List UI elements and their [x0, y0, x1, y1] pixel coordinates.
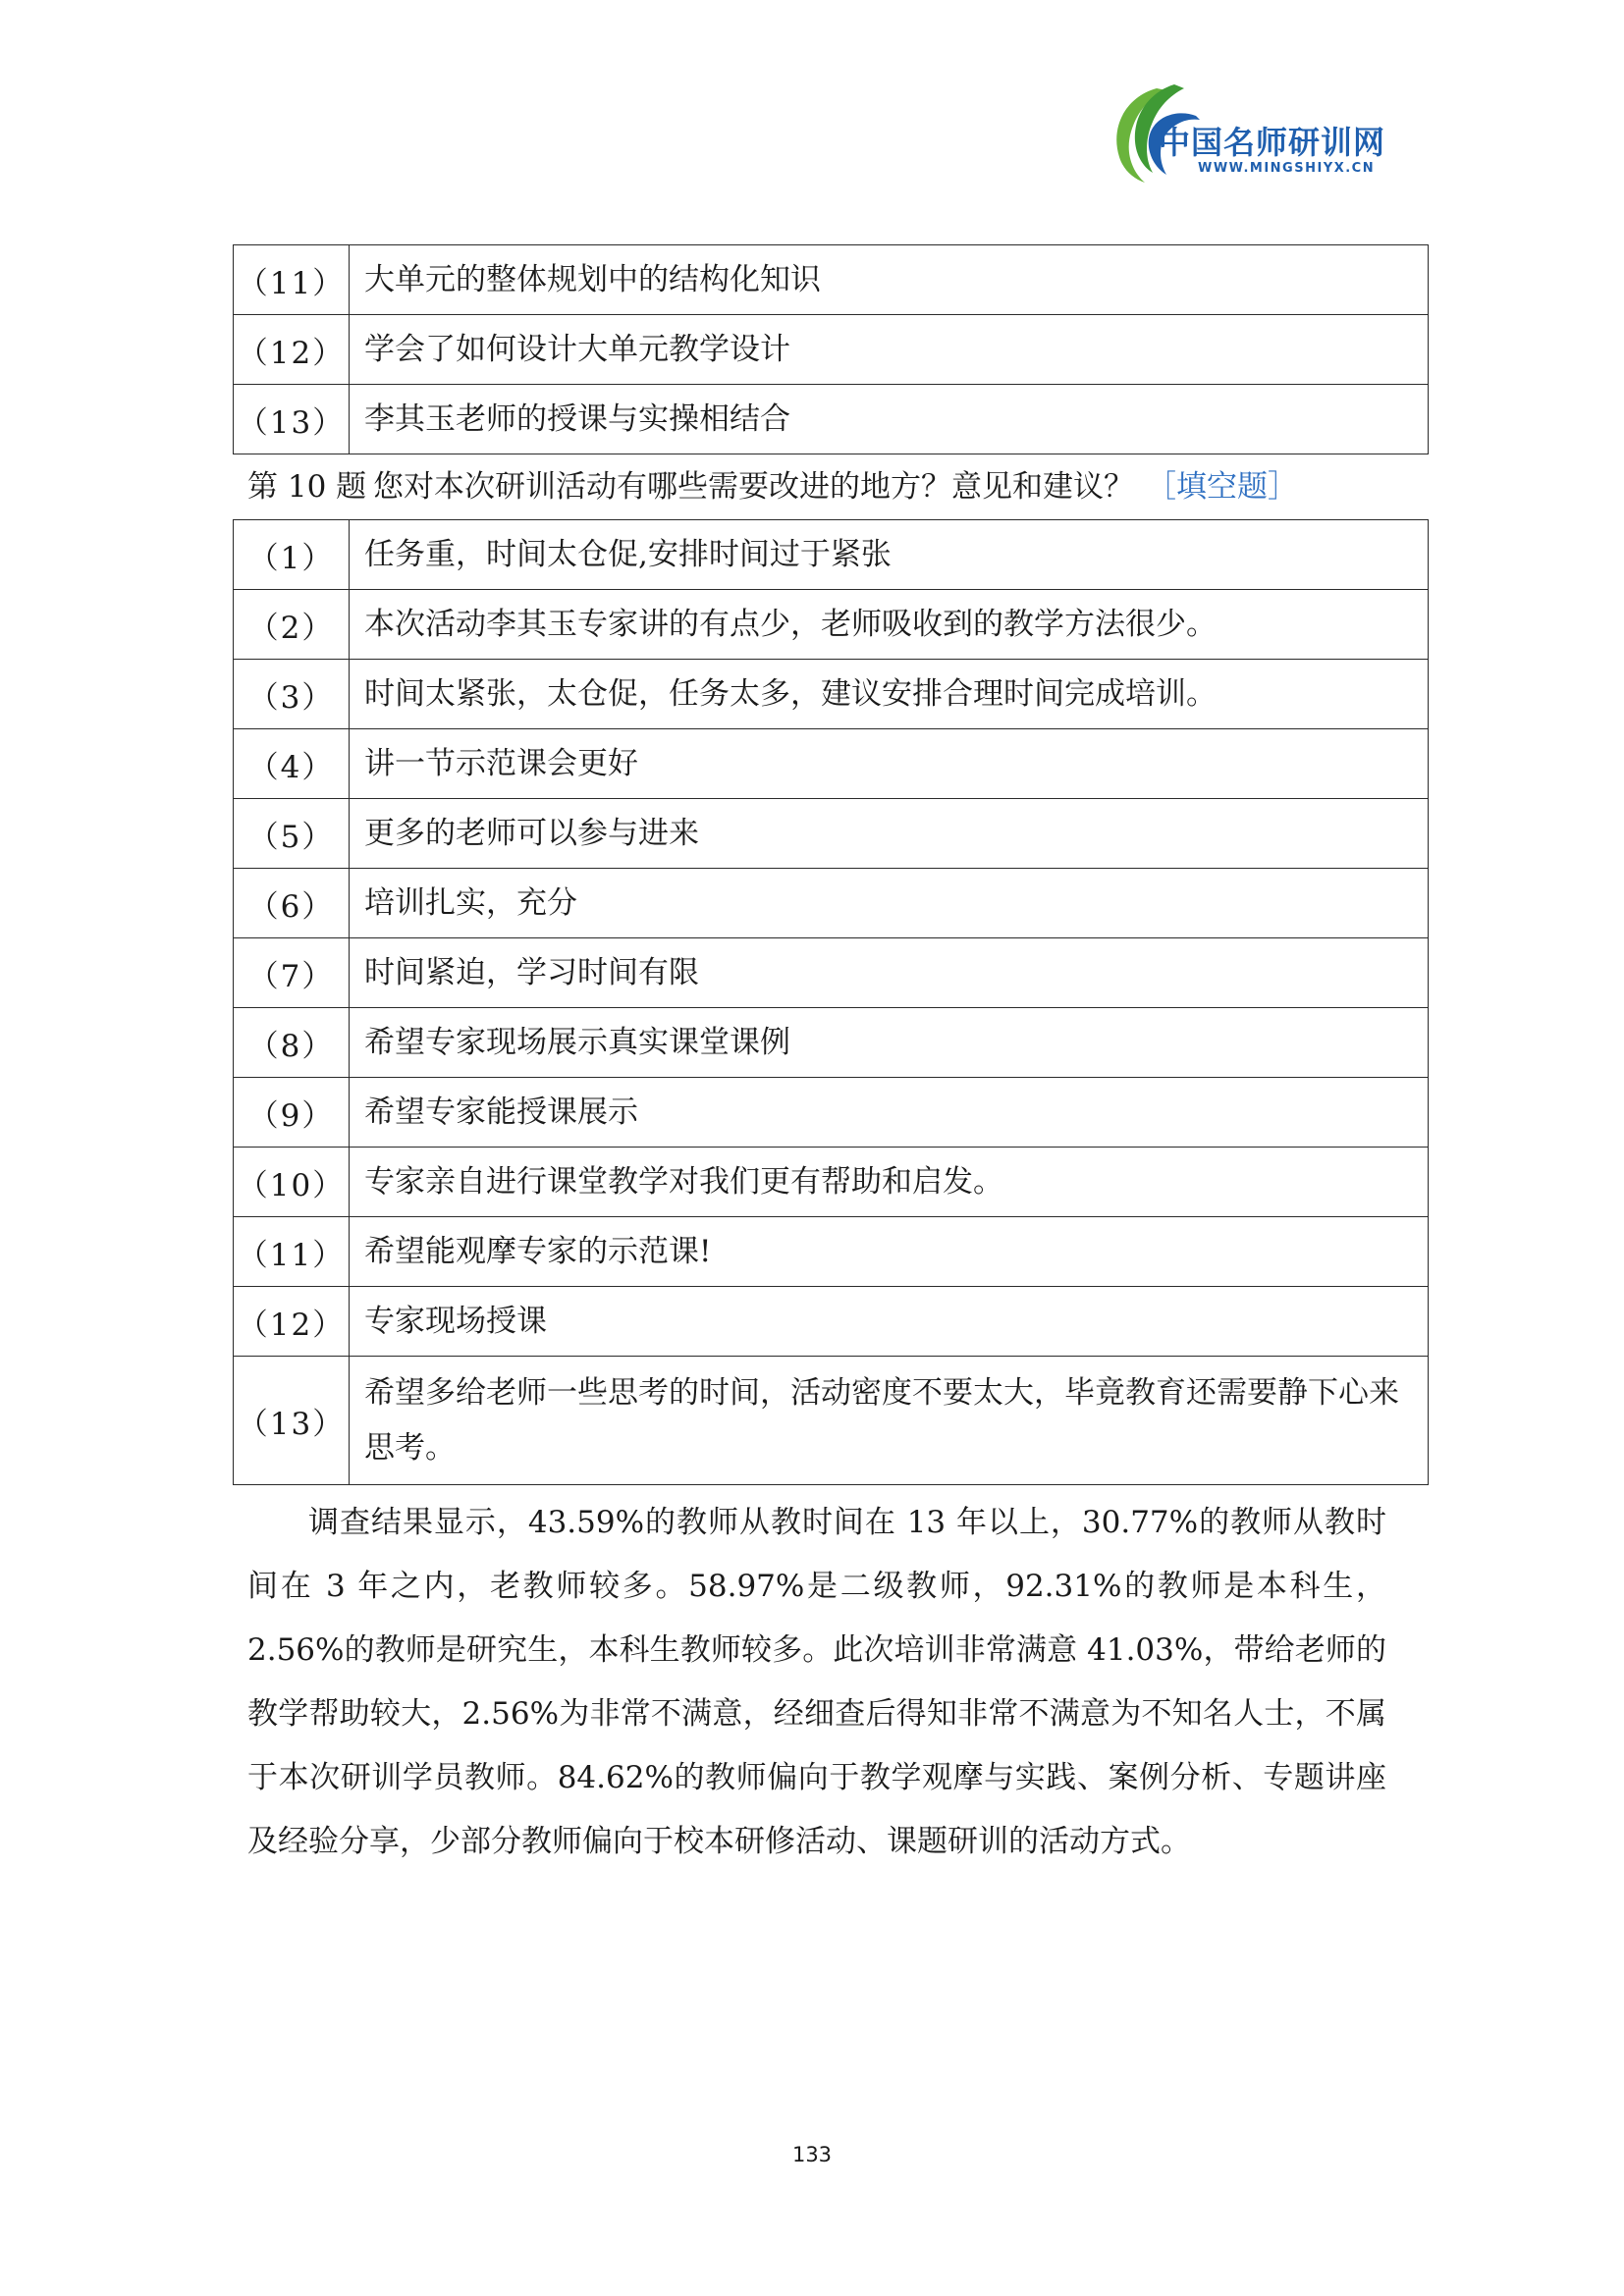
row-text: 李其玉老师的授课与实操相结合 [350, 385, 1429, 454]
table-row [234, 729, 1429, 799]
table-row [234, 520, 1429, 590]
logo-name: 中国名师研训网 [1159, 124, 1386, 161]
row-text: 专家亲自进行课堂教学对我们更有帮助和启发。 [350, 1148, 1429, 1217]
row-text: 大单元的整体规划中的结构化知识 [350, 245, 1429, 315]
table-row [234, 1078, 1429, 1148]
table-row [234, 590, 1429, 660]
table-row [234, 1148, 1429, 1217]
question-heading [247, 461, 1426, 506]
row-text: 时间紧迫，学习时间有限 [350, 938, 1429, 1008]
row-number: （4） [234, 729, 350, 799]
row-text: 希望多给老师一些思考的时间，活动密度不要太大，毕竟教育还需要静下心来思考。 [350, 1357, 1429, 1485]
row-number: （11） [234, 1217, 350, 1287]
row-text: 专家现场授课 [350, 1287, 1429, 1357]
question-text: 您对本次研训活动有哪些需要改进的地方？意见和建议？ [373, 469, 1134, 505]
row-number: （12） [234, 315, 350, 385]
row-text: 希望专家现场展示真实课堂课例 [350, 1008, 1429, 1078]
row-number: （6） [234, 869, 350, 938]
row-number: （8） [234, 1008, 350, 1078]
row-number: （1） [234, 520, 350, 590]
row-number: （12） [234, 1287, 350, 1357]
question-type: ［填空题］ [1146, 469, 1298, 505]
row-text: 培训扎实，充分 [350, 869, 1429, 938]
question-number: 第 10 题 [247, 469, 367, 505]
row-number: （7） [234, 938, 350, 1008]
answers-table [233, 519, 1429, 1485]
table-row [234, 245, 1429, 315]
page-number: 133 [791, 2143, 833, 2166]
row-number: （5） [234, 799, 350, 869]
row-number: （13） [234, 1357, 350, 1485]
table-row [234, 1287, 1429, 1357]
row-number: （11） [234, 245, 350, 315]
table-row [234, 938, 1429, 1008]
row-number: （13） [234, 385, 350, 454]
row-text: 希望能观摩专家的示范课! [350, 1217, 1429, 1287]
row-text: 任务重，时间太仓促,安排时间过于紧张 [350, 520, 1429, 590]
table-row [234, 1217, 1429, 1287]
site-logo [1098, 77, 1412, 194]
continued-table [233, 244, 1429, 454]
row-text: 时间太紧张，太仓促，任务太多，建议安排合理时间完成培训。 [350, 660, 1429, 729]
summary-paragraph: 调查结果显示，43.59%的教师从教时间在 13 年以上，30.77%的教师从教时间在 3 年之内，老教师较多。58.97%是二级教师，92.31%的教师是本科生，2.56%的教师是研究生，本科生教师较多。此次培训非常满意 41.03%，带给老师的教学帮助较大，2.56%为非常不满意，经细查后得知非常不满意为不知名人士，不属于本次研训学员教师。84.62%的教师偏向于教学观摩与实践、案例分析、专题讲座及经验分享，少部分教师偏向于校本研修活动、课题研训的活动方式。 [247, 1505, 1386, 1859]
row-text: 更多的老师可以参与进来 [350, 799, 1429, 869]
row-number: （2） [234, 590, 350, 660]
table-row [234, 799, 1429, 869]
row-text: 希望专家能授课展示 [350, 1078, 1429, 1148]
row-number: （9） [234, 1078, 350, 1148]
table-row [234, 1008, 1429, 1078]
table-row [234, 660, 1429, 729]
row-number: （3） [234, 660, 350, 729]
table-row [234, 869, 1429, 938]
row-text: 讲一节示范课会更好 [350, 729, 1429, 799]
table-row [234, 385, 1429, 454]
logo-url: WWW.MINGSHIYX.CN [1198, 161, 1376, 176]
row-text: 学会了如何设计大单元教学设计 [350, 315, 1429, 385]
table-row [234, 1357, 1429, 1485]
row-text: 本次活动李其玉专家讲的有点少，老师吸收到的教学方法很少。 [350, 590, 1429, 660]
table-row [234, 315, 1429, 385]
row-number: （10） [234, 1148, 350, 1217]
